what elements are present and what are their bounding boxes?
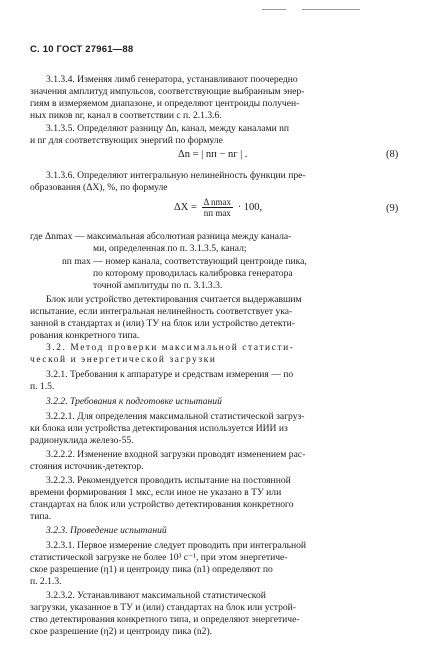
text-line: п. 2.1.3.	[30, 576, 62, 587]
equation-number: (8)	[386, 149, 399, 160]
text-line: Блок или устройство детектирования считается выдержавшим	[46, 294, 302, 305]
text-line: ское разрешение (η1) и центроиду пика (n1) определяют по	[30, 564, 273, 575]
eq-numerator: Δ nmax	[203, 197, 232, 207]
text-line: значения амплитуд импульсов, соответствующие выбранным энер-	[30, 86, 305, 97]
text-line: ки блока или устройства детектирования используется ИИИ из	[30, 423, 288, 434]
subsection-heading: 3.2.2. Требования к подготовке испытаний	[46, 396, 222, 407]
text-line: времени формирования 1 мкс, если иное не указано в ТУ или	[30, 487, 282, 498]
section-heading: ческой и энергетической загрузки	[30, 355, 217, 365]
text-line: ское разрешение (η2) и центроиду пика (n2).	[30, 626, 213, 637]
text-line: 3.2.2.3. Рекомендуется проводить испытание на постоянной	[46, 475, 291, 486]
text-line: статистической загрузке не более 10³ с⁻¹, при этом энергетиче-	[30, 552, 288, 563]
text-line: п. 1.5.	[30, 381, 55, 392]
text-line: по которому проводилась калибровка генератора	[93, 268, 293, 279]
text-line: занной в стандартах и (или) ТУ на блок или устройство детекти-	[30, 318, 295, 329]
equation-8: Δn = | nп − nг | .	[178, 149, 248, 160]
text-line: nп max — номер канала, соответствующий центроиде пика,	[62, 256, 307, 267]
text-line: рования конкретного типа.	[30, 330, 140, 341]
text-line: 3.2.3.2. Устанавливают максимальной статистической	[46, 590, 266, 601]
scan-mark	[302, 9, 360, 10]
equation-9	[174, 197, 262, 218]
text-line: типа.	[30, 511, 52, 522]
text-line: и nг для соответствующих энергий по формуле	[30, 135, 223, 146]
text-line: стояния источник-детектор.	[30, 461, 144, 472]
eq-lhs: ΔX =	[174, 201, 197, 213]
text-line: ных пиков nг, канал в соответствии с п. 2.1.3.6.	[30, 110, 222, 121]
text-line: 3.2.2.1. Для определения максимальной статистической загруз-	[46, 411, 305, 422]
text-line: ство детектирования конкретного типа, и определяют энергетиче-	[30, 614, 300, 625]
text-line: 3.1.3.6. Определяют интегральную нелинейность функции пре-	[46, 170, 306, 181]
text-line: образования (ΔX), %, по формуле	[30, 182, 168, 193]
equation-number: (9)	[386, 203, 399, 214]
eq-rhs: · 100,	[237, 201, 263, 213]
text-line: 3.2.2.2. Изменение входной загрузки проводят изменением рас-	[46, 449, 306, 460]
text-line: загрузки, указанное в ТУ и (или) стандартах на блок или устрой-	[30, 602, 296, 613]
text-line: 3.1.3.4. Изменяя лимб генератора, устанавливают поочередно	[46, 74, 298, 85]
eq-denominator: nп max	[203, 208, 231, 218]
text-line: 3.1.3.5. Определяют разницу Δn, канал, между каналами nп	[46, 123, 290, 134]
text-line: гиям в измеряемом диапазоне, и определяют центроиды получен-	[30, 98, 300, 109]
text-line: радионуклида железо-55.	[30, 435, 134, 446]
text-line: 3.2.3.1. Первое измерение следует проводить при интегральной	[46, 540, 307, 551]
text-line: испытание, если интегральная нелинейность соответствует ука-	[30, 306, 293, 317]
text-line: точной амплитуды по п. 3.1.3.3.	[93, 280, 223, 291]
text-line: 3.2.1. Требования к аппаратуре и средствам измерения — по	[46, 369, 294, 380]
text-line: стандартах на блок или устройство детектирования конкретного	[30, 499, 294, 510]
eq-fraction	[202, 197, 234, 218]
page-header: С. 10 ГОСТ 27961—88	[30, 44, 134, 55]
subsection-heading: 3.2.3. Проведение испытаний	[46, 525, 167, 536]
section-heading: 3.2. Метод проверки максимальной статисти-	[46, 343, 295, 353]
text-line: где Δnmax — максимальная абсолютная разница между канала-	[30, 231, 292, 242]
scan-mark	[262, 9, 286, 10]
text-line: ми, определенная по п. 3.1.3.5, канал;	[93, 243, 247, 254]
